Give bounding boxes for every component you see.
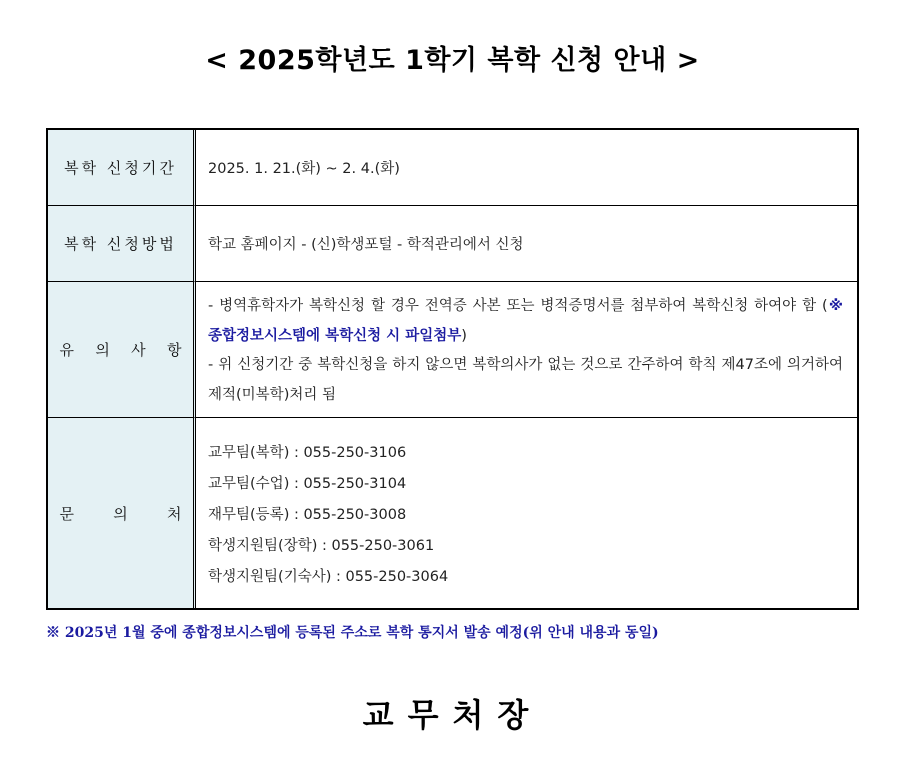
contact-line: 학생지원팀(장학) : 055-250-3061 bbox=[208, 538, 435, 554]
note-item: - 위 신청기간 중 복학신청을 하지 않으면 복학의사가 없는 것으로 간주하여 학칙 제47조에 의거하여 제적(미복학)처리 됨 bbox=[208, 357, 843, 403]
note-item bbox=[208, 292, 843, 351]
label-apply-period-text: 복학 신청기간 bbox=[64, 159, 177, 177]
label-notes-text bbox=[60, 339, 182, 360]
contact-line: 교무팀(복학) : 055-250-3106 bbox=[208, 445, 407, 461]
footnote: ※ 2025년 1월 중에 종합정보시스템에 등록된 주소로 복학 통지서 발송 예정(위 안내 내용과 동일) bbox=[46, 625, 659, 641]
note-text: ) bbox=[461, 327, 467, 344]
label-notes-char: 의 bbox=[95, 341, 110, 359]
contact-line: 재무팀(등록) : 055-250-3008 bbox=[208, 507, 407, 523]
label-contact bbox=[48, 418, 196, 608]
label-contact-char: 의 bbox=[113, 504, 128, 523]
page-title: < 2025학년도 1학기 복학 신청 안내 > bbox=[205, 45, 700, 76]
note-text: - 병역휴학자가 복학신청 할 경우 전역증 사본 또는 병적증명서를 첨부하여 복학신청 하여야 함 ( bbox=[208, 298, 828, 314]
contact-line: 교무팀(수업) : 055-250-3104 bbox=[208, 476, 407, 492]
label-notes-char: 항 bbox=[166, 341, 182, 359]
value-apply-method: 학교 홈페이지 - (신)학생포털 - 학적관리에서 신청 bbox=[196, 206, 857, 282]
label-notes-char: 유 bbox=[59, 341, 74, 359]
label-contact-text bbox=[60, 503, 182, 524]
note-highlight: ※ 종합정보시스템에 복학신청 시 파일첨부 bbox=[208, 298, 843, 344]
label-apply-method bbox=[48, 206, 196, 282]
label-apply-period bbox=[48, 130, 196, 206]
label-notes bbox=[48, 282, 196, 418]
value-notes bbox=[196, 282, 857, 418]
value-contacts bbox=[196, 418, 857, 608]
label-contact-char: 문 bbox=[59, 504, 74, 523]
notice-table bbox=[46, 128, 859, 610]
label-contact-char: 처 bbox=[167, 504, 182, 523]
value-apply-period: 2025. 1. 21.(화) ~ 2. 4.(화) bbox=[196, 130, 857, 206]
label-notes-char: 사 bbox=[131, 341, 146, 359]
label-apply-method-text: 복학 신청방법 bbox=[64, 235, 177, 253]
signature: 교무처장 bbox=[362, 696, 543, 734]
contact-line: 학생지원팀(기숙사) : 055-250-3064 bbox=[208, 569, 449, 585]
